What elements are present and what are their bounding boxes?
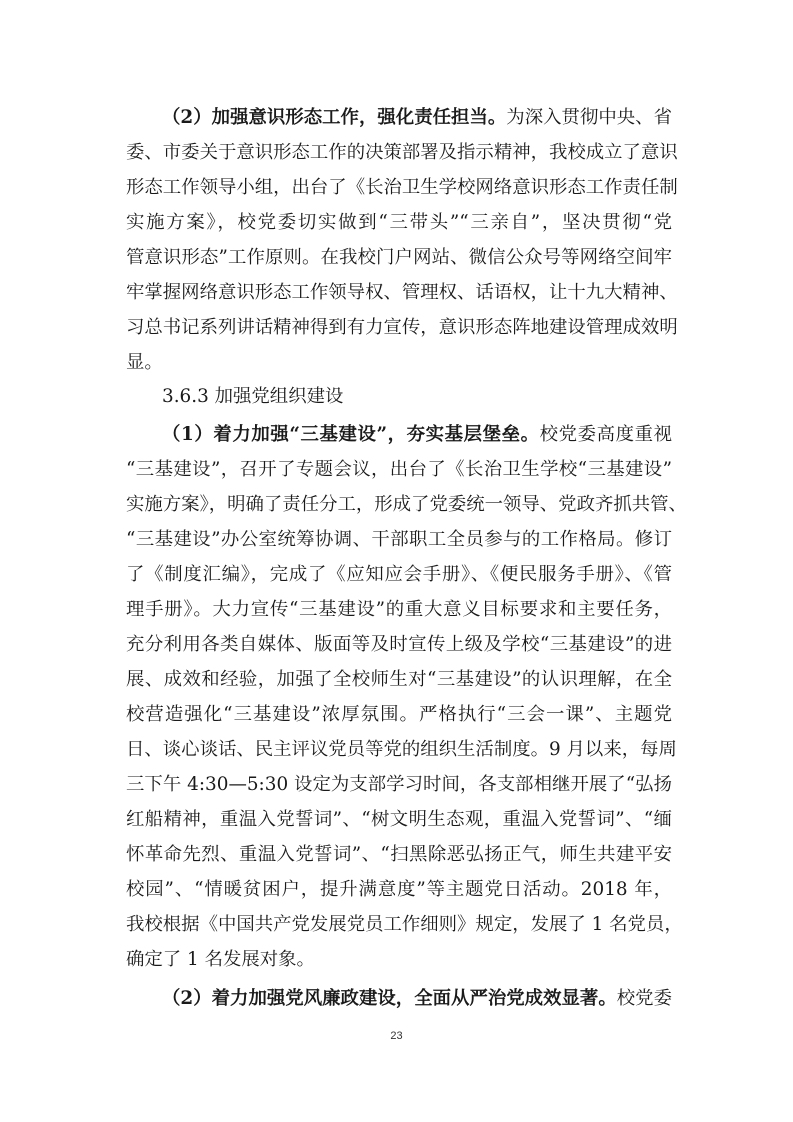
paragraph-line: 显。 bbox=[126, 352, 163, 373]
paragraph-line bbox=[162, 101, 672, 135]
paragraph-line: 日、谈心谈话、民主评议党员等党的组织生活制度。9 月以来，每周 bbox=[126, 739, 677, 760]
paragraph-text: 为深入贯彻中央、省 bbox=[506, 107, 672, 128]
paragraph-line: 三下午 4:30—5:30 设定为支部学习时间，各支部相继开展了“弘扬 bbox=[126, 774, 672, 795]
paragraph-line: 理手册》。大力宣传“三基建设”的重大意义目标要求和主要任务， bbox=[126, 599, 672, 620]
paragraph-line: 我校根据《中国共产党发展党员工作细则》规定，发展了 1 名党员， bbox=[126, 914, 683, 935]
paragraph-line: 了《制度汇编》，完成了《应知应会手册》、《便民服务手册》、《管 bbox=[126, 564, 672, 585]
paragraph-line: 怀革命先烈、重温入党誓词”、“扫黑除恶弘扬正气，师生共建平安 bbox=[126, 844, 672, 865]
paragraph-line: 委、市委关于意识形态工作的决策部署及指示精神，我校成立了意识 bbox=[126, 142, 678, 163]
paragraph-line: 校营造强化“三基建设”浓厚氛围。严格执行“三会一课”、主题党 bbox=[126, 704, 672, 725]
paragraph-line bbox=[162, 982, 672, 1016]
paragraph-title: （2）着力加强党风廉政建设，全面从严治党成效显著。 bbox=[162, 988, 617, 1009]
paragraph-line: 展、成效和经验，加强了全校师生对“三基建设”的认识理解，在全 bbox=[126, 669, 672, 690]
paragraph-line: 牢掌握网络意识形态工作领导权、管理权、话语权，让十九大精神、 bbox=[126, 282, 678, 303]
paragraph-line: 实施方案》，校党委切实做到“三带头”“三亲自”，坚决贯彻“党 bbox=[126, 212, 672, 233]
page-number: 23 bbox=[390, 1030, 403, 1042]
paragraph-line: 确定了 1 名发展对象。 bbox=[126, 949, 315, 970]
paragraph-line: 充分利用各类自媒体、版面等及时宣传上级及学校“三基建设”的进 bbox=[126, 634, 672, 655]
paragraph-line bbox=[162, 418, 672, 452]
paragraph-line: 实施方案》，明确了责任分工，形成了党委统一领导、党政齐抓共管、 bbox=[126, 494, 687, 515]
section-heading: 3.6.3 加强党组织建设 bbox=[162, 386, 344, 407]
paragraph-line: 校园”、“情暖贫困户，提升满意度”等主题党日活动。2018 年， bbox=[126, 879, 672, 900]
paragraph-line: 习总书记系列讲话精神得到有力宣传，意识形态阵地建设管理成效明 bbox=[126, 317, 678, 338]
paragraph-title: （2）加强意识形态工作，强化责任担当。 bbox=[162, 107, 507, 128]
paragraph-line: 红船精神，重温入党誓词”、“树文明生态观，重温入党誓词”、“缅 bbox=[126, 809, 672, 830]
paragraph-line: 形态工作领导小组，出台了《长治卫生学校网络意识形态工作责任制 bbox=[126, 177, 678, 198]
paragraph-line: “三基建设”办公室统筹协调、干部职工全员参与的工作格局。修订 bbox=[126, 529, 672, 550]
paragraph-text: 校党委高度重视 bbox=[539, 424, 672, 445]
paragraph-line: 管意识形态”工作原则。在我校门户网站、微信公众号等网络空间牢 bbox=[126, 247, 672, 268]
paragraph-title: （1）着力加强“三基建设”，夯实基层堡垒。 bbox=[162, 424, 540, 445]
paragraph-text: 校党委 bbox=[616, 988, 672, 1009]
paragraph-line: “三基建设”，召开了专题会议，出台了《长治卫生学校“三基建设” bbox=[126, 459, 672, 480]
